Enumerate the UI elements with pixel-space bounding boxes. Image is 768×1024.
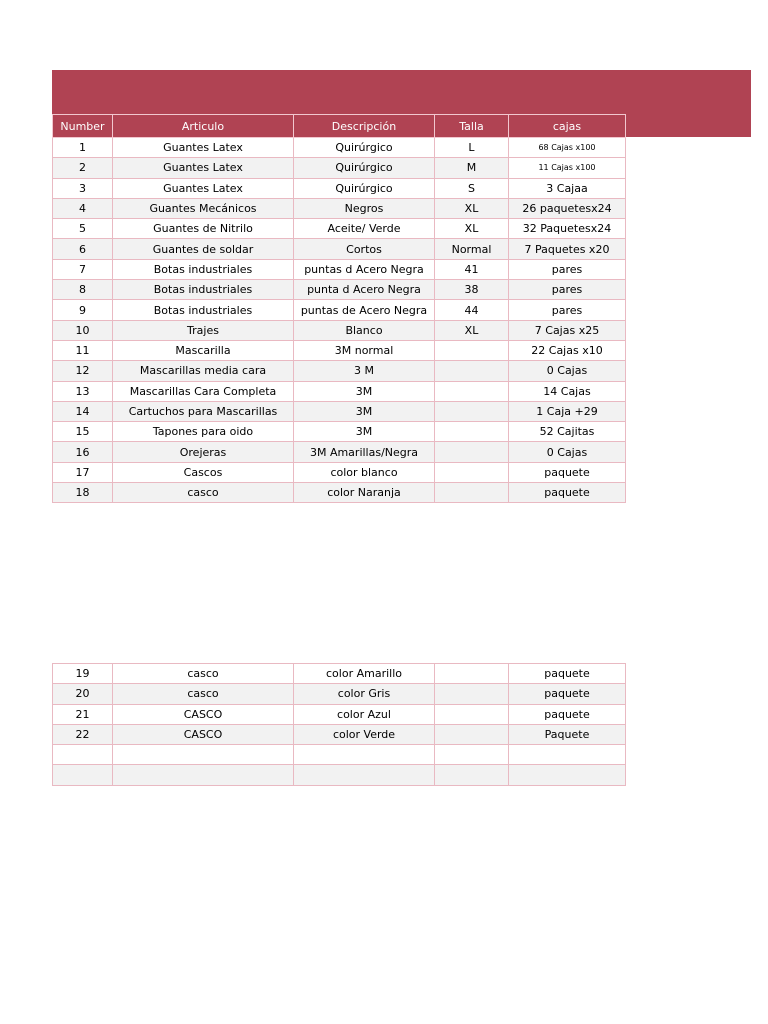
cell-articulo: Mascarillas media cara [113,361,294,381]
cell-articulo: CASCO [113,724,294,744]
cell-talla: XL [435,320,509,340]
table-row [53,259,626,279]
cell-descripcion: color Amarillo [294,664,435,684]
cell-cajas: paquete [509,483,626,503]
cell-number [53,745,113,765]
cell-number: 9 [53,300,113,320]
cell-number: 20 [53,684,113,704]
table-row [53,138,626,158]
table-row [53,158,626,178]
header-row [53,115,626,138]
cell-articulo: Guantes Mecánicos [113,198,294,218]
cell-descripcion: color Gris [294,684,435,704]
cell-articulo: Tapones para oido [113,422,294,442]
table-row [53,239,626,259]
cell-descripcion: puntas de Acero Negra [294,300,435,320]
cell-talla [435,422,509,442]
cell-descripcion: Quirúrgico [294,138,435,158]
table-row [53,219,626,239]
cell-number: 10 [53,320,113,340]
cell-descripcion: Quirúrgico [294,158,435,178]
cell-descripcion: color Verde [294,724,435,744]
cell-descripcion: Quirúrgico [294,178,435,198]
cell-descripcion: Blanco [294,320,435,340]
cell-articulo: Botas industriales [113,300,294,320]
cell-descripcion: Cortos [294,239,435,259]
cell-number: 7 [53,259,113,279]
cell-articulo: CASCO [113,704,294,724]
cell-talla [435,442,509,462]
table-row [53,320,626,340]
cell-number: 5 [53,219,113,239]
cell-number: 18 [53,483,113,503]
table-row [53,178,626,198]
cell-descripcion: 3M [294,401,435,421]
cell-cajas: 22 Cajas x10 [509,340,626,360]
cell-descripcion: 3M normal [294,340,435,360]
cell-descripcion: puntas d Acero Negra [294,259,435,279]
cell-articulo [113,745,294,765]
cell-cajas: 0 Cajas [509,442,626,462]
cell-talla [435,361,509,381]
cell-number: 14 [53,401,113,421]
cell-cajas: 7 Cajas x25 [509,320,626,340]
cell-number: 1 [53,138,113,158]
cell-talla [435,765,509,785]
table-row [53,745,626,765]
cell-cajas: Paquete [509,724,626,744]
cell-talla [435,381,509,401]
cell-talla: L [435,138,509,158]
cell-talla [435,664,509,684]
cell-descripcion: 3 M [294,361,435,381]
cell-number: 15 [53,422,113,442]
cell-talla: Normal [435,239,509,259]
table-row [53,724,626,744]
cell-descripcion: color Azul [294,704,435,724]
header-cajas: cajas [509,115,626,138]
header-number: Number [53,115,113,138]
cell-cajas: 52 Cajitas [509,422,626,442]
cell-talla [435,724,509,744]
cell-articulo: Guantes Latex [113,138,294,158]
cell-cajas: paquete [509,684,626,704]
cell-number: 2 [53,158,113,178]
cell-number: 8 [53,280,113,300]
table-row [53,704,626,724]
cell-cajas: paquete [509,664,626,684]
cell-articulo: Cartuchos para Mascarillas [113,401,294,421]
cell-descripcion: 3M [294,381,435,401]
table-row [53,340,626,360]
cell-talla [435,340,509,360]
cell-articulo: Botas industriales [113,280,294,300]
table-row [53,401,626,421]
cell-cajas [509,745,626,765]
header-talla: Talla [435,115,509,138]
cell-number: 11 [53,340,113,360]
cell-descripcion: 3M Amarillas/Negra [294,442,435,462]
table-row [53,300,626,320]
cell-number: 19 [53,664,113,684]
cell-descripcion: 3M [294,422,435,442]
cell-cajas: 7 Paquetes x20 [509,239,626,259]
cell-articulo: casco [113,684,294,704]
table-row [53,381,626,401]
cell-cajas: pares [509,280,626,300]
cell-descripcion: Aceite/ Verde [294,219,435,239]
cell-articulo: casco [113,664,294,684]
table-row [53,280,626,300]
cell-descripcion [294,765,435,785]
inventory-table [52,114,626,503]
cell-articulo: Orejeras [113,442,294,462]
header-descripcion: Descripción [294,115,435,138]
table-row [53,361,626,381]
cell-cajas: 0 Cajas [509,361,626,381]
table-row [53,198,626,218]
cell-number: 6 [53,239,113,259]
cell-descripcion: color Naranja [294,483,435,503]
header-articulo: Articulo [113,115,294,138]
cell-talla [435,483,509,503]
cell-cajas: 11 Cajas x100 [509,158,626,178]
cell-number: 4 [53,198,113,218]
cell-articulo: casco [113,483,294,503]
cell-talla: S [435,178,509,198]
cell-talla [435,745,509,765]
cell-articulo: Botas industriales [113,259,294,279]
cell-cajas: pares [509,259,626,279]
table-row [53,765,626,785]
cell-number: 12 [53,361,113,381]
cell-cajas: 3 Cajaa [509,178,626,198]
cell-cajas [509,765,626,785]
cell-descripcion: color blanco [294,462,435,482]
cell-cajas: 68 Cajas x100 [509,138,626,158]
cell-cajas: 26 paquetesx24 [509,198,626,218]
table-row [53,422,626,442]
cell-number [53,765,113,785]
cell-talla: 38 [435,280,509,300]
cell-articulo: Guantes de soldar [113,239,294,259]
table-row [53,442,626,462]
cell-talla: M [435,158,509,178]
cell-talla [435,401,509,421]
cell-cajas: paquete [509,462,626,482]
cell-number: 13 [53,381,113,401]
cell-number: 3 [53,178,113,198]
table-row [53,684,626,704]
cell-talla: 41 [435,259,509,279]
inventory-table-continued [52,663,626,786]
cell-articulo: Guantes Latex [113,158,294,178]
cell-number: 22 [53,724,113,744]
cell-articulo: Cascos [113,462,294,482]
cell-descripcion: Negros [294,198,435,218]
table-row [53,483,626,503]
cell-articulo: Mascarillas Cara Completa [113,381,294,401]
cell-cajas: pares [509,300,626,320]
cell-number: 21 [53,704,113,724]
cell-descripcion: punta d Acero Negra [294,280,435,300]
cell-cajas: 32 Paquetesx24 [509,219,626,239]
cell-number: 16 [53,442,113,462]
table-row [53,462,626,482]
cell-cajas: 14 Cajas [509,381,626,401]
cell-number: 17 [53,462,113,482]
cell-talla: XL [435,219,509,239]
cell-talla [435,704,509,724]
cell-talla: XL [435,198,509,218]
cell-cajas: paquete [509,704,626,724]
cell-talla [435,684,509,704]
cell-talla: 44 [435,300,509,320]
cell-articulo [113,765,294,785]
cell-articulo: Guantes de Nitrilo [113,219,294,239]
cell-talla [435,462,509,482]
cell-cajas: 1 Caja +29 [509,401,626,421]
cell-articulo: Guantes Latex [113,178,294,198]
table-row [53,664,626,684]
cell-articulo: Mascarilla [113,340,294,360]
cell-descripcion [294,745,435,765]
cell-articulo: Trajes [113,320,294,340]
